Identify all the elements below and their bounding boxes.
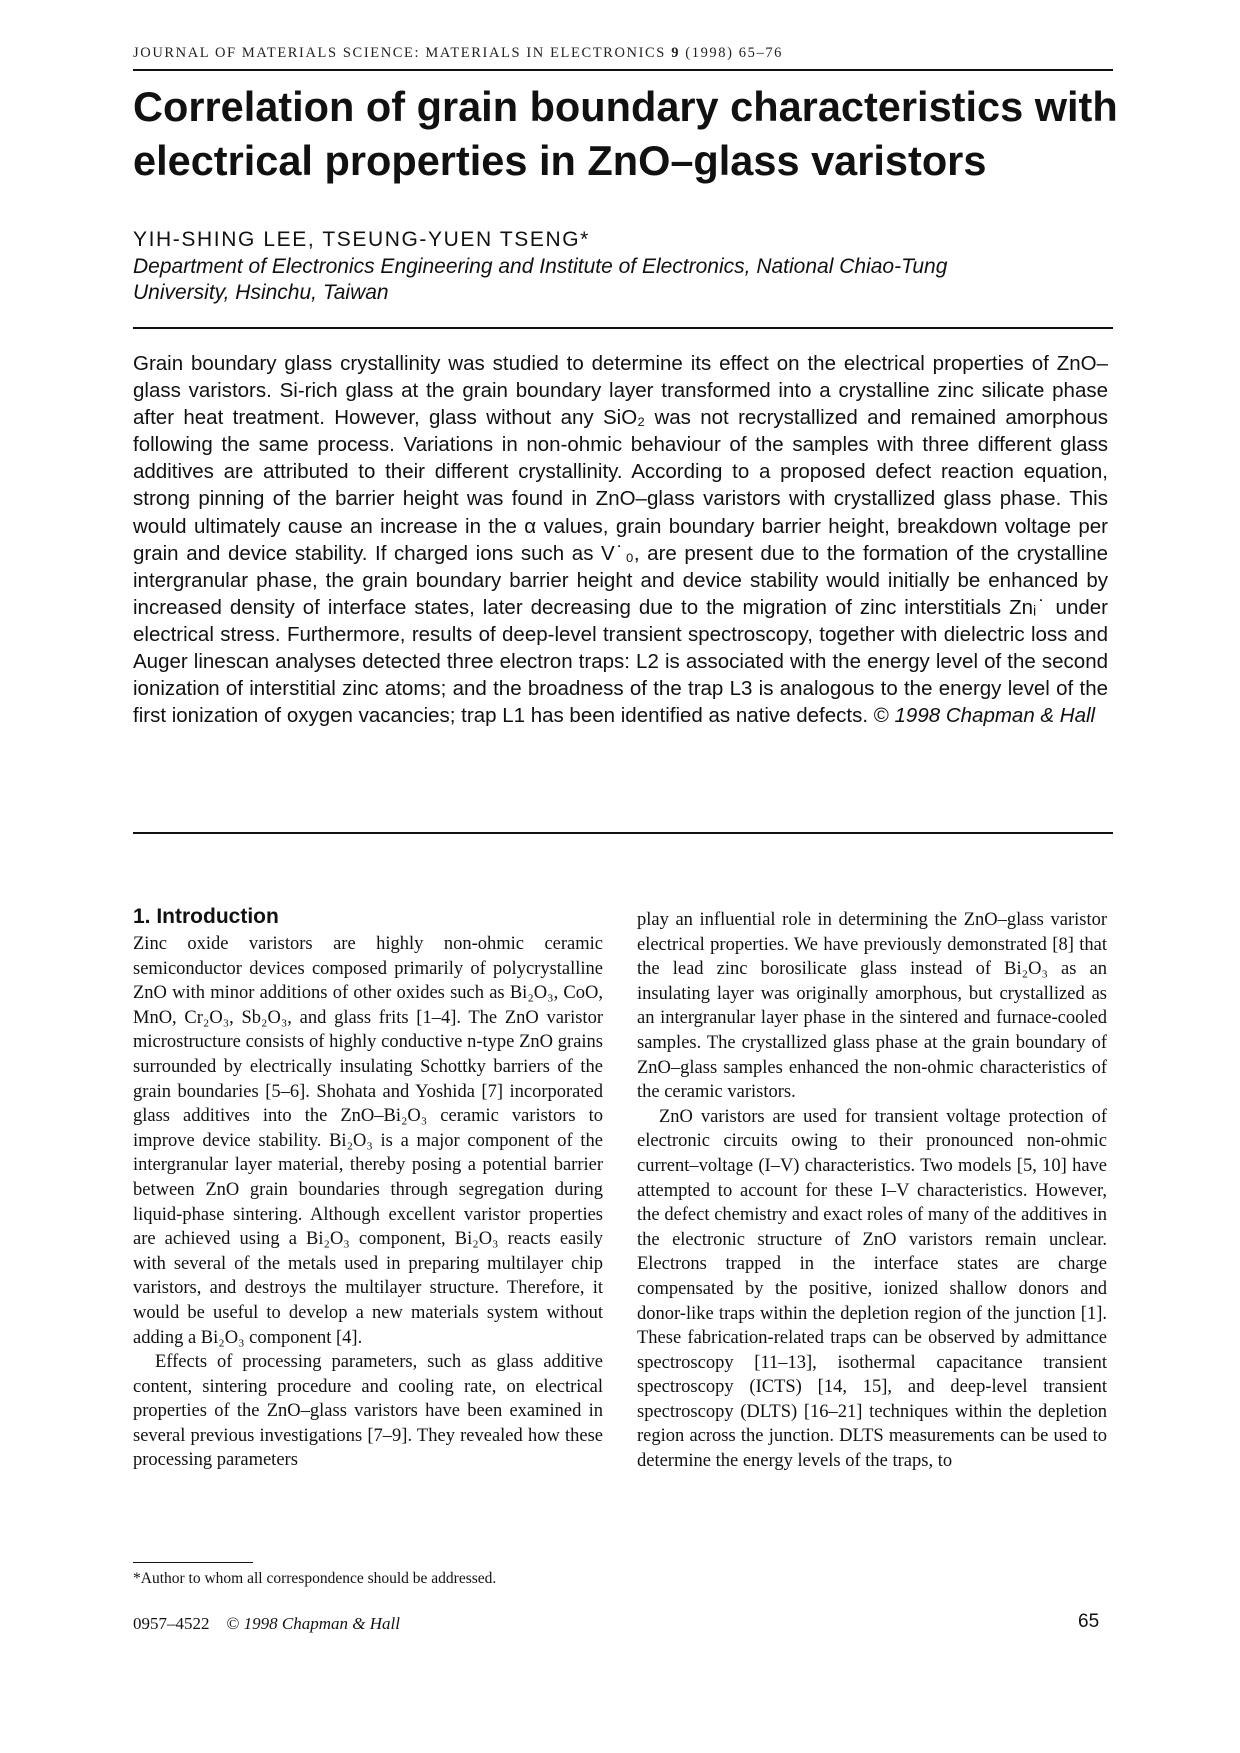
paragraph: Zinc oxide varistors are highly non-ohmic ceramic semiconductor devices composed primarily of polycrystalline ZnO with minor additions of other oxides such as Bi₂O₃, CoO, MnO, Cr₂O₃, Sb₂O₃, and glass frits [1–4]. The ZnO varistor microstructure consists of highly conductive n-type ZnO grains surrounded by electrically insulating Schottky barriers of the grain boundaries [5–6]. Shohata and Yoshida [7] incorporated glass additives into the ZnO–Bi₂O₃ ceramic varistors to improve device stability. Bi₂O₃ is a major component of the intergranular layer material, thereby posing a potential barrier between ZnO grain boundaries through segregation during liquid-phase sintering. Although excellent varistor properties are achieved using a Bi₂O₃ component, Bi₂O₃ reacts easily with several of the metals used in preparing multilayer chip varistors, and destroys the multilayer structure. Therefore, it would be useful to develop a new materials system without adding a Bi₂O₃ component [4]. [133,934,603,1348]
title-line-2: electrical properties in ZnO–glass varistors [133,137,987,184]
journal-name: JOURNAL OF MATERIALS SCIENCE: MATERIALS IN ELECTRONICS [133,45,666,61]
header-rule [133,69,1113,71]
journal-year-pages: (1998) 65–76 [685,45,784,61]
paragraph: ZnO varistors are used for transient voltage protection of electronic circuits owing to their pronounced non-ohmic current–voltage (I–V) characteristics. Two models [5, 10] have attempted to account for these I–V characteristics. However, the defect chemistry and exact roles of many of the additives in the electronic structure of ZnO varistors remain unclear. Electrons trapped in the interface states are charge compensated by the positive, ionized shallow donors and donor-like traps within the depletion region of the junction [1]. These fabrication-related traps can be observed by admittance spectroscopy [11–13], isothermal capacitance transient spectroscopy (ICTS) [14, 15], and deep-level transient spectroscopy (DLTS) [16–21] techniques within the depletion region across the junction. DLTS measurements can be used to determine the energy levels of the traps, to [637,1106,1107,1472]
abstract-copyright: 1998 Chapman & Hall [894,704,1096,728]
right-column [637,908,1107,1474]
abstract-text: Grain boundary glass crystallinity was studied to determine its effect on the electrical properties of ZnO–glass varistors. Si-rich glass at the grain boundary layer transformed into a crystalline zinc silicate phase after heat treatment. However, glass without any SiO₂ was not recrystallized and remained amorphous following the same process. Variations in non-ohmic behaviour of the samples with three different glass additives are attributed to their different crystallinity. According to a proposed defect reaction equation, strong pinning of the barrier height was found in ZnO–glass varistors with crystallized glass phase. This would ultimately cause an increase in the α values, grain boundary barrier height, breakdown voltage per grain and device stability. If charged ions such as V˙₀, are present due to the formation of the crystalline intergranular phase, the grain boundary barrier height and device stability would initially be enhanced by increased density of interface states, later decreasing due to the migration of zinc interstitials Znᵢ˙ under electrical stress. Furthermore, results of deep-level transient spectroscopy, together with dielectric loss and Auger linescan analyses detected three electron traps: L2 is associated with the energy level of the second ionization of interstitial zinc atoms; and the broadness of the trap L3 is analogous to the energy level of the first ionization of oxygen vacancies; trap L1 has been identified as native defects. © [133,352,1108,728]
left-column [133,932,603,1473]
paragraph: Effects of processing parameters, such as glass additive content, sintering procedure and cooling rate, on electrical properties of the ZnO–glass varistors have been examined in several previous investigations [7–9]. They revealed how these processing parameters [133,1352,603,1471]
footer-issn-copyright [133,1614,400,1634]
affiliation-line-1: Department of Electronics Engineering and Institute of Electronics, National Chiao-Tung [133,255,948,278]
issn: 0957–4522 [133,1614,210,1633]
affiliation-line-2: University, Hsinchu, Taiwan [133,281,389,304]
running-head [133,45,1113,62]
footnote: *Author to whom all correspondence should be addressed. [133,1570,497,1587]
abstract [133,350,1108,729]
paragraph: play an influential role in determining the ZnO–glass varistor electrical properties. We have previously demonstrated [8] that the lead zinc borosilicate glass instead of Bi₂O₃ as an insulating layer was originally amorphous, but crystallized as an intergranular layer phase in the sintered and furnace-cooled samples. The crystallized glass phase at the grain boundary of ZnO–glass samples enhanced the non-ohmic characteristics of the ceramic varistors. [637,910,1107,1103]
abstract-bottom-rule [133,832,1113,834]
title-line-1: Correlation of grain boundary characteristics with [133,83,1118,130]
footnote-rule [133,1562,253,1563]
author-list: YIH-SHING LEE, TSEUNG-YUEN TSENG* [133,228,590,251]
article-title [133,80,1123,188]
copyright-icon: © [226,1614,240,1633]
page-number: 65 [1078,1611,1100,1632]
section-heading-introduction: 1. Introduction [133,905,279,928]
journal-volume: 9 [671,45,681,61]
affiliation [133,254,1123,306]
abstract-top-rule [133,327,1113,329]
publisher: 1998 Chapman & Hall [243,1614,400,1633]
